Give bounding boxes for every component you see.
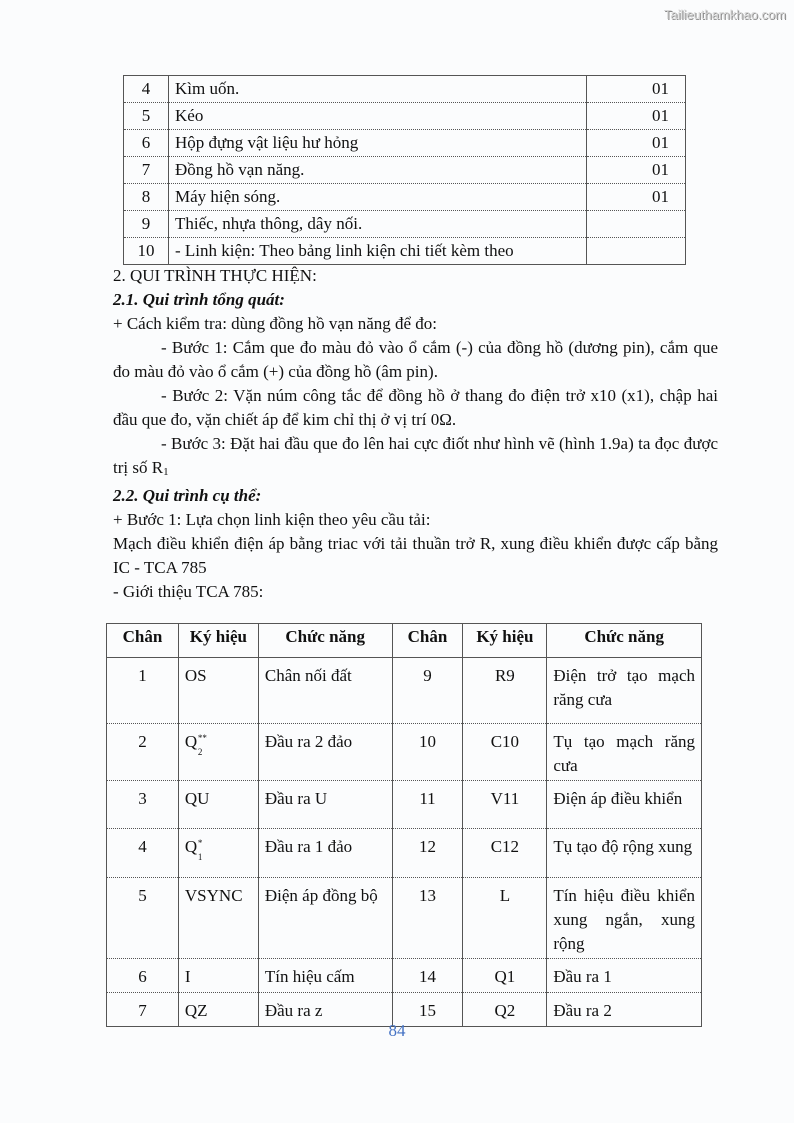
pin-number: 2 <box>107 724 179 781</box>
item-qty: 01 <box>587 76 686 103</box>
step-select-text: + Bước 1: Lựa chọn linh kiện theo yêu cầu tải: <box>113 510 431 529</box>
pin-symbol: L <box>463 878 547 959</box>
q2-inverted-symbol: Q ** 2 <box>184 732 207 757</box>
table-row <box>124 157 686 184</box>
pin-number: 9 <box>392 658 463 724</box>
item-name: Máy hiện sóng. <box>169 184 587 211</box>
item-name: Hộp đựng vật liệu hư hỏng <box>169 130 587 157</box>
pin-number: 15 <box>392 993 463 1027</box>
subsection-heading-2-1: 2.1. Qui trình tổng quát: <box>113 290 285 309</box>
pin-symbol: C12 <box>463 829 547 878</box>
table-row <box>107 724 702 781</box>
row-number: 10 <box>124 238 169 265</box>
pin-function: Chân nối đất <box>258 658 392 724</box>
item-name: Kìm uốn. <box>169 76 587 103</box>
table-row <box>124 76 686 103</box>
pin-number: 14 <box>392 959 463 993</box>
pin-function: Điện áp đồng bộ <box>258 878 392 959</box>
row-number: 5 <box>124 103 169 130</box>
header-function: Chức năng <box>258 624 392 658</box>
item-qty: 01 <box>587 130 686 157</box>
pin-symbol: OS <box>178 658 258 724</box>
check-method-text: + Cách kiểm tra: dùng đồng hồ vạn năng để đo: <box>113 314 438 333</box>
header-pin: Chân <box>392 624 463 658</box>
tca785-pin-table <box>106 623 702 1027</box>
circuit-description: Mạch điều khiển điện áp bằng triac với tải thuần trở R, xung điều khiển được cấp bằng IC - TCA 785 <box>113 534 718 577</box>
item-qty: 01 <box>587 157 686 184</box>
pin-function: Đầu ra z <box>258 993 392 1027</box>
pin-number: 4 <box>107 829 179 878</box>
table-row <box>107 829 702 878</box>
pin-number: 11 <box>392 781 463 829</box>
row-number: 4 <box>124 76 169 103</box>
subsection-heading-2-2: 2.2. Qui trình cụ thể: <box>113 486 262 505</box>
pin-function: Đầu ra 2 <box>547 993 702 1027</box>
table-row <box>124 103 686 130</box>
table-row <box>124 238 686 265</box>
pin-function: Tụ tạo độ rộng xung <box>547 829 702 878</box>
q1-inverted-symbol: Q * 1 <box>184 837 203 862</box>
tools-table <box>123 75 686 265</box>
step-1-text: - Bước 1: Cắm que đo màu đỏ vào ổ cắm (-) của đồng hồ (dương pin), cắm que đo màu đỏ vào ổ cắm (+) của đồng hồ (âm pin). <box>113 338 718 381</box>
pin-number: 6 <box>107 959 179 993</box>
row-number: 8 <box>124 184 169 211</box>
pin-function: Tín hiệu điều khiển xung ngắn, xung rộng <box>547 878 702 959</box>
table-row <box>107 959 702 993</box>
pin-symbol: VSYNC <box>178 878 258 959</box>
step-3-text <box>113 432 718 484</box>
pin-number: 13 <box>392 878 463 959</box>
item-name: Kéo <box>169 103 587 130</box>
pin-symbol <box>178 829 258 878</box>
section-heading: 2. QUI TRÌNH THỰC HIỆN: <box>113 266 317 285</box>
step-3-body: - Bước 3: Đặt hai đầu que đo lên hai cực điốt như hình vẽ (hình 1.9a) ta đọc được trị số R <box>113 434 718 477</box>
item-qty: 01 <box>587 103 686 130</box>
pin-function: Điện áp điều khiển <box>547 781 702 829</box>
step-3-subscript: 1 <box>163 466 169 478</box>
pin-symbol: V11 <box>463 781 547 829</box>
header-function: Chức năng <box>547 624 702 658</box>
pin-symbol: R9 <box>463 658 547 724</box>
table-row <box>124 211 686 238</box>
header-symbol: Ký hiệu <box>463 624 547 658</box>
watermark: Tailieuthamkhao.com <box>663 7 786 22</box>
table-row <box>107 658 702 724</box>
pin-number: 1 <box>107 658 179 724</box>
table-row <box>124 130 686 157</box>
pin-function: Đầu ra U <box>258 781 392 829</box>
pin-function: Điện trở tạo mạch răng cưa <box>547 658 702 724</box>
pin-symbol: Q1 <box>463 959 547 993</box>
header-pin: Chân <box>107 624 179 658</box>
pin-number: 10 <box>392 724 463 781</box>
pin-function: Đầu ra 2 đảo <box>258 724 392 781</box>
pin-symbol: QU <box>178 781 258 829</box>
table-row <box>107 878 702 959</box>
row-number: 9 <box>124 211 169 238</box>
item-name: - Linh kiện: Theo bảng linh kiện chi tiết kèm theo <box>169 238 587 265</box>
page-number: 84 <box>388 1021 406 1040</box>
pin-symbol: C10 <box>463 724 547 781</box>
pin-function: Đầu ra 1 <box>547 959 702 993</box>
pin-function: Tín hiệu cấm <box>258 959 392 993</box>
row-number: 6 <box>124 130 169 157</box>
row-number: 7 <box>124 157 169 184</box>
pin-symbol: Q2 <box>463 993 547 1027</box>
pin-number: 7 <box>107 993 179 1027</box>
item-qty <box>587 211 686 238</box>
item-name: Đồng hồ vạn năng. <box>169 157 587 184</box>
item-name: Thiếc, nhựa thông, dây nối. <box>169 211 587 238</box>
table-row <box>107 781 702 829</box>
table-header-row <box>107 624 702 658</box>
pin-function: Đầu ra 1 đảo <box>258 829 392 878</box>
pin-number: 3 <box>107 781 179 829</box>
step-2-text: - Bước 2: Vặn núm công tắc để đồng hồ ở thang đo điện trở x10 (x1), chập hai đầu que đo, vặn chiết áp để kim chỉ thị ở vị trí 0Ω. <box>113 386 718 429</box>
section-2-body <box>113 264 718 604</box>
pin-function: Tụ tạo mạch răng cưa <box>547 724 702 781</box>
pin-number: 5 <box>107 878 179 959</box>
table-row <box>124 184 686 211</box>
pin-symbol: I <box>178 959 258 993</box>
item-qty <box>587 238 686 265</box>
pin-symbol: QZ <box>178 993 258 1027</box>
pin-number: 12 <box>392 829 463 878</box>
pin-symbol <box>178 724 258 781</box>
header-symbol: Ký hiệu <box>178 624 258 658</box>
item-qty: 01 <box>587 184 686 211</box>
tca785-intro: - Giới thiệu TCA 785: <box>113 582 264 601</box>
